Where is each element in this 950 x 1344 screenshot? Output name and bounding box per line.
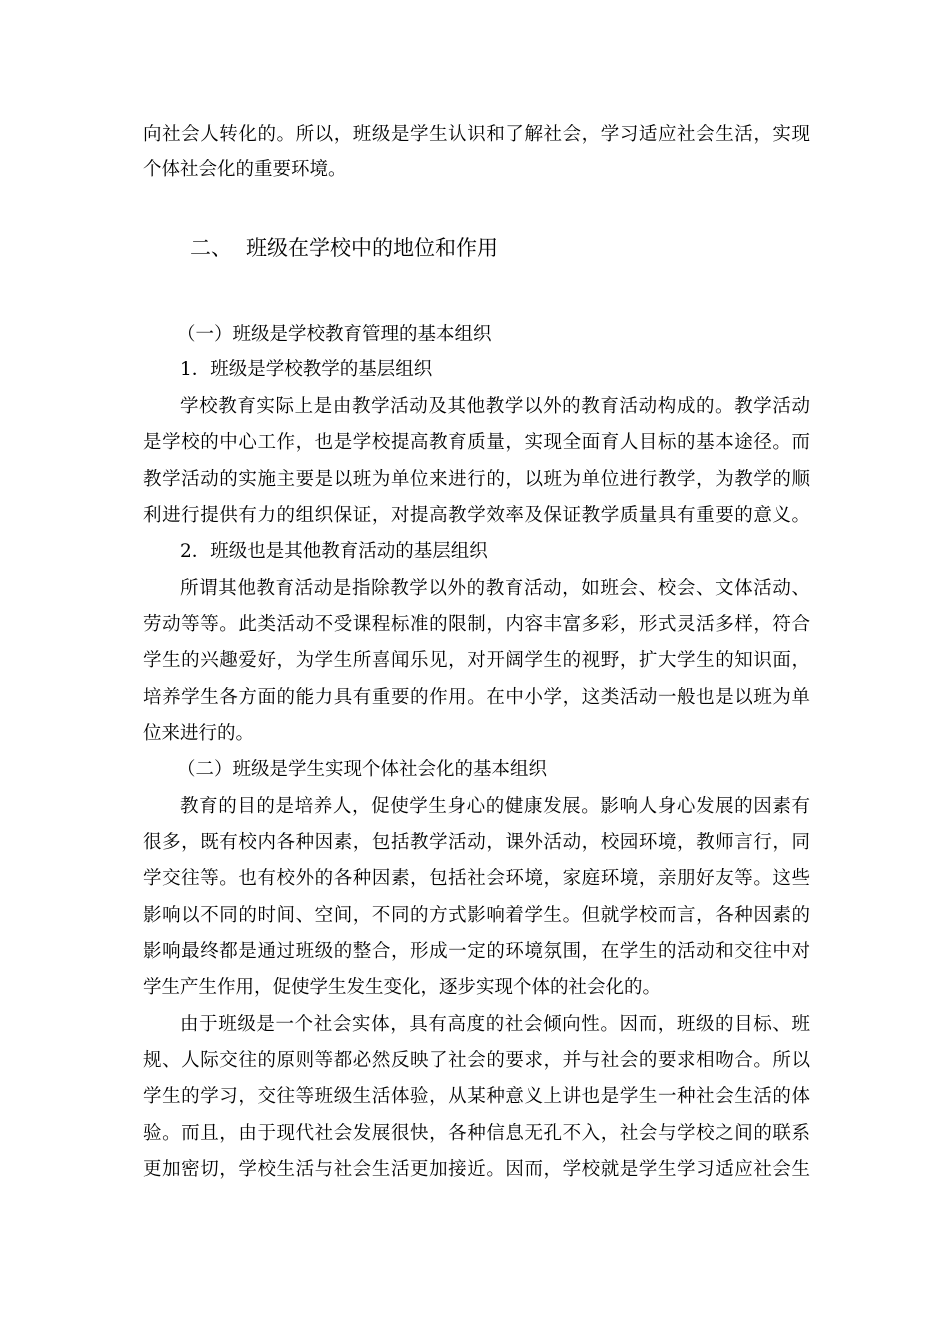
- section-heading: [190, 234, 498, 262]
- para-4-line-5: 更加密切，学校生活与社会生活更加接近。因而，学校就是学生学习适应社会生: [143, 1159, 810, 1180]
- para-4-line-1: 由于班级是一个社会实体，具有高度的社会倾向性。因而，班级的目标、班: [180, 1014, 810, 1035]
- intro-line-1: 向社会人转化的。所以，班级是学生认识和了解社会，学习适应社会生活，实现: [143, 124, 810, 145]
- para-1-line-2: 是学校的中心工作，也是学校提高教育质量，实现全面育人目标的基本途径。而: [143, 432, 810, 453]
- subsection-2-title: （二）班级是学生实现个体社会化的基本组织: [177, 759, 548, 780]
- para-3-line-1: 教育的目的是培养人，促使学生身心的健康发展。影响人身心发展的因素有: [180, 796, 810, 817]
- para-3-line-5: 影响最终都是通过班级的整合，形成一定的环境氛围，在学生的活动和交往中对: [143, 941, 810, 962]
- para-1-line-1: 学校教育实际上是由教学活动及其他教学以外的教育活动构成的。教学活动: [180, 396, 810, 417]
- para-2-line-1: 所谓其他教育活动是指除教学以外的教育活动，如班会、校会、文体活动、: [180, 578, 810, 599]
- item-2-title: 2．班级也是其他教育活动的基层组织: [180, 541, 488, 562]
- subsection-1-title: （一）班级是学校教育管理的基本组织: [177, 324, 492, 345]
- para-1-line-3: 教学活动的实施主要是以班为单位来进行的，以班为单位进行教学，为教学的顺: [143, 469, 810, 490]
- para-3-line-3: 学交往等。也有校外的各种因素，包括社会环境，家庭环境，亲朋好友等。这些: [143, 868, 810, 889]
- para-1-line-4: 利进行提供有力的组织保证，对提高教学效率及保证教学质量具有重要的意义。: [143, 505, 810, 526]
- section-heading-title: 班级在学校中的地位和作用: [246, 236, 498, 260]
- para-3-line-4: 影响以不同的时间、空间，不同的方式影响着学生。但就学校而言，各种因素的: [143, 905, 810, 926]
- item-1-title: 1．班级是学校教学的基层组织: [180, 359, 433, 380]
- para-4-line-2: 规、人际交往的原则等都必然反映了社会的要求，并与社会的要求相吻合。所以: [143, 1050, 810, 1071]
- para-2-line-3: 学生的兴趣爱好，为学生所喜闻乐见，对开阔学生的视野，扩大学生的知识面，: [143, 650, 810, 671]
- para-3-line-2: 很多，既有校内各种因素，包括教学活动，课外活动，校园环境，教师言行，同: [143, 832, 810, 853]
- para-2-line-2: 劳动等等。此类活动不受课程标准的限制，内容丰富多彩，形式灵活多样，符合: [143, 614, 810, 635]
- para-4-line-4: 验。而且，由于现代社会发展很快，各种信息无孔不入，社会与学校之间的联系: [143, 1123, 810, 1144]
- intro-line-2: 个体社会化的重要环境。: [143, 159, 347, 180]
- para-4-line-3: 学生的学习，交往等班级生活体验，从某种意义上讲也是学生一种社会生活的体: [143, 1086, 810, 1107]
- section-heading-number: 二、: [190, 236, 232, 260]
- para-3-line-6: 学生产生作用，促使学生发生变化，逐步实现个体的社会化的。: [143, 977, 662, 998]
- para-2-line-4: 培养学生各方面的能力具有重要的作用。在中小学，这类活动一般也是以班为单: [143, 687, 810, 708]
- para-2-line-5: 位来进行的。: [143, 723, 255, 744]
